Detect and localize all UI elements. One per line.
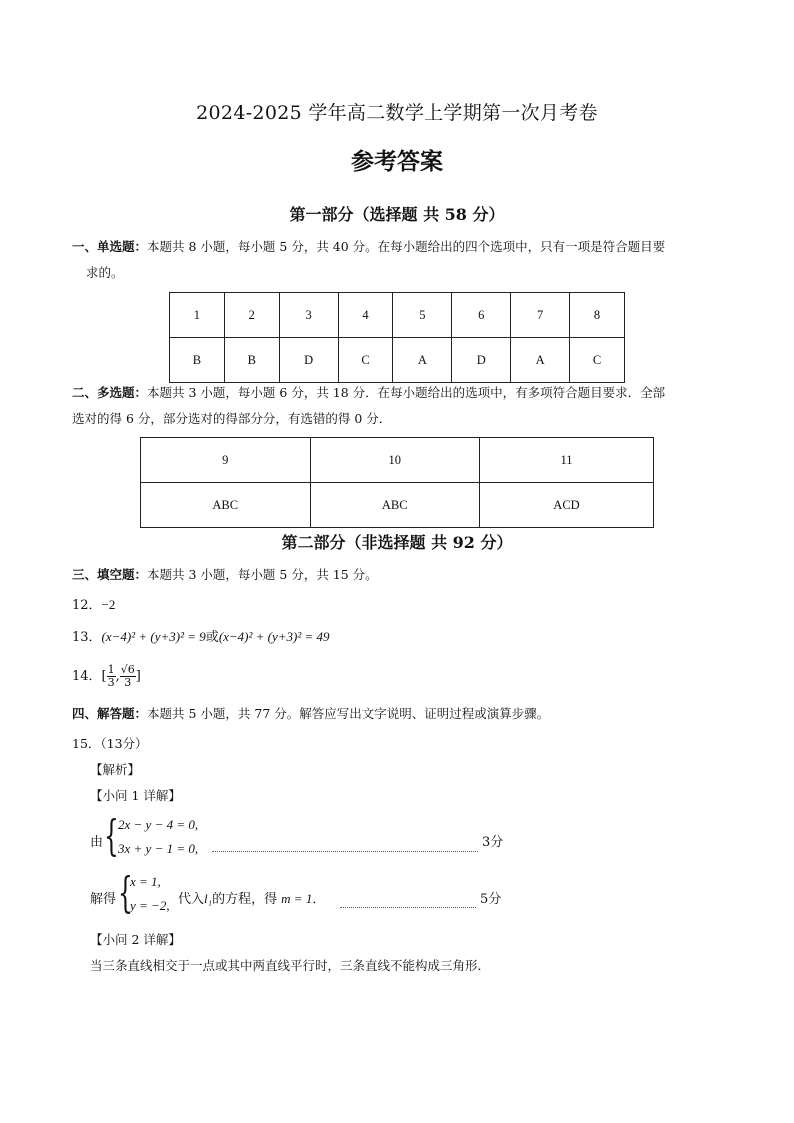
q13-or: 或 xyxy=(205,630,219,645)
q15-score2: 5分 xyxy=(480,892,502,907)
single-choice-answer-table xyxy=(169,292,625,383)
q15-m-result: m = 1 xyxy=(281,891,313,906)
q15-from: 由 xyxy=(90,835,104,850)
q14-fraction-2 xyxy=(120,664,136,689)
table1-cell: 5 xyxy=(393,293,452,338)
table2-cell: 10 xyxy=(310,438,480,483)
q14-number: 14． xyxy=(72,669,102,684)
q15-score1: 3分 xyxy=(482,835,504,850)
q15-analysis-label: 【解析】 xyxy=(90,762,141,777)
table2-number-row xyxy=(141,438,654,483)
table1-cell: C xyxy=(338,338,393,383)
table2-cell: 9 xyxy=(141,438,311,483)
q15-sol1: x = 1, xyxy=(130,874,161,889)
q14-fraction-1 xyxy=(107,664,116,689)
table2-cell: ABC xyxy=(310,483,480,528)
section4-label: 四、解答题： xyxy=(72,706,148,721)
table1-cell: A xyxy=(393,338,452,383)
table1-cell: 1 xyxy=(170,293,225,338)
q14-num2: √6 xyxy=(120,663,135,676)
section4-instructions xyxy=(72,701,549,727)
dotted-leader xyxy=(340,897,476,908)
left-brace-icon: { xyxy=(104,811,119,860)
q15-substitute-a: 代入 xyxy=(178,892,205,907)
q15-part2-label: 【小问 2 详解】 xyxy=(90,932,181,947)
page-title: 2024-2025 学年高二数学上学期第一次月考卷 xyxy=(196,102,598,124)
q14-den2: 3 xyxy=(124,676,132,689)
section3-instructions xyxy=(72,562,378,588)
q13-number: 13． xyxy=(72,630,102,645)
q15-last-line: 当三条直线相交于一点或其中两直线平行时，三条直线不能构成三角形． xyxy=(90,958,491,973)
q15-sol2: y = −2, xyxy=(130,898,170,913)
part2-heading: 第二部分（非选择题 共 92 分） xyxy=(281,533,513,552)
table1-cell: 3 xyxy=(279,293,338,338)
q12-answer: −2 xyxy=(101,597,116,612)
q15-solution xyxy=(90,870,510,920)
section2-instructions xyxy=(72,380,732,432)
table1-cell: A xyxy=(511,338,570,383)
q15-part1-label: 【小问 1 详解】 xyxy=(90,788,181,803)
section1-instructions xyxy=(72,234,732,286)
table2-answer-row xyxy=(141,483,654,528)
q15-eq2: 3x + y − 1 = 0, xyxy=(118,841,199,856)
q15-eq1: 2x − y − 4 = 0, xyxy=(118,817,199,832)
table1-cell: D xyxy=(452,338,511,383)
q14-open: [ xyxy=(101,669,107,684)
table2-cell: ABC xyxy=(141,483,311,528)
dotted-leader xyxy=(212,841,478,852)
q15-line-l1: l₁ xyxy=(204,891,213,906)
section2-text2: 选对的得 6 分，部分选对的得部分分，有选错的得 0 分． xyxy=(72,411,392,426)
answer-13 xyxy=(72,626,330,645)
table1-cell: 7 xyxy=(511,293,570,338)
q14-comma: , xyxy=(115,669,120,684)
q15-header: 15．（13分） xyxy=(72,736,148,751)
table1-cell: 6 xyxy=(452,293,511,338)
q15-period: ． xyxy=(312,892,326,907)
table1-cell: 8 xyxy=(570,293,625,338)
section1-text2: 求的。 xyxy=(86,265,124,280)
answer-12 xyxy=(72,594,115,613)
answer-14 xyxy=(72,664,141,689)
left-brace-icon: { xyxy=(118,868,133,917)
part1-heading: 第一部分（选择题 共 58 分） xyxy=(289,205,505,224)
section1-text1: 本题共 8 小题，每小题 5 分，共 40 分。在每小题给出的四个选项中，只有一项是符合题目要 xyxy=(147,239,666,254)
multi-choice-answer-table xyxy=(140,437,654,528)
q14-num1: 1 xyxy=(107,663,115,676)
table1-number-row xyxy=(170,293,625,338)
q15-solve-label: 解得 xyxy=(90,892,117,907)
q14-den1: 3 xyxy=(107,676,115,689)
section2-label: 二、多选题： xyxy=(72,385,148,400)
section2-text1: 本题共 3 小题，每小题 6 分，共 18 分．在每小题给出的选项中，有多项符合题目要求．全部 xyxy=(147,385,666,400)
table1-cell: B xyxy=(170,338,225,383)
table2-cell: ACD xyxy=(480,483,654,528)
section3-text: 本题共 3 小题，每小题 5 分，共 15 分。 xyxy=(147,567,378,582)
q15-solve-text xyxy=(178,888,325,907)
table1-cell: C xyxy=(570,338,625,383)
q13-right: (x−4)² + (y+3)² = 49 xyxy=(218,629,330,644)
q13-left: (x−4)² + (y+3)² = 9 xyxy=(101,629,206,644)
table2-cell: 11 xyxy=(480,438,654,483)
page-subtitle: 参考答案 xyxy=(351,148,443,175)
q15-equation-system xyxy=(90,811,510,865)
q14-close: ] xyxy=(135,669,141,684)
section3-label: 三、填空题： xyxy=(72,567,148,582)
table1-cell: B xyxy=(224,338,279,383)
table1-answer-row xyxy=(170,338,625,383)
q12-number: 12． xyxy=(72,598,102,613)
table1-cell: 4 xyxy=(338,293,393,338)
section1-label: 一、单选题： xyxy=(72,239,148,254)
table1-cell: 2 xyxy=(224,293,279,338)
section4-text: 本题共 5 小题，共 77 分。解答应写出文字说明、证明过程或演算步骤。 xyxy=(147,706,550,721)
q15-substitute-b: 的方程，得 xyxy=(212,892,278,907)
table1-cell: D xyxy=(279,338,338,383)
